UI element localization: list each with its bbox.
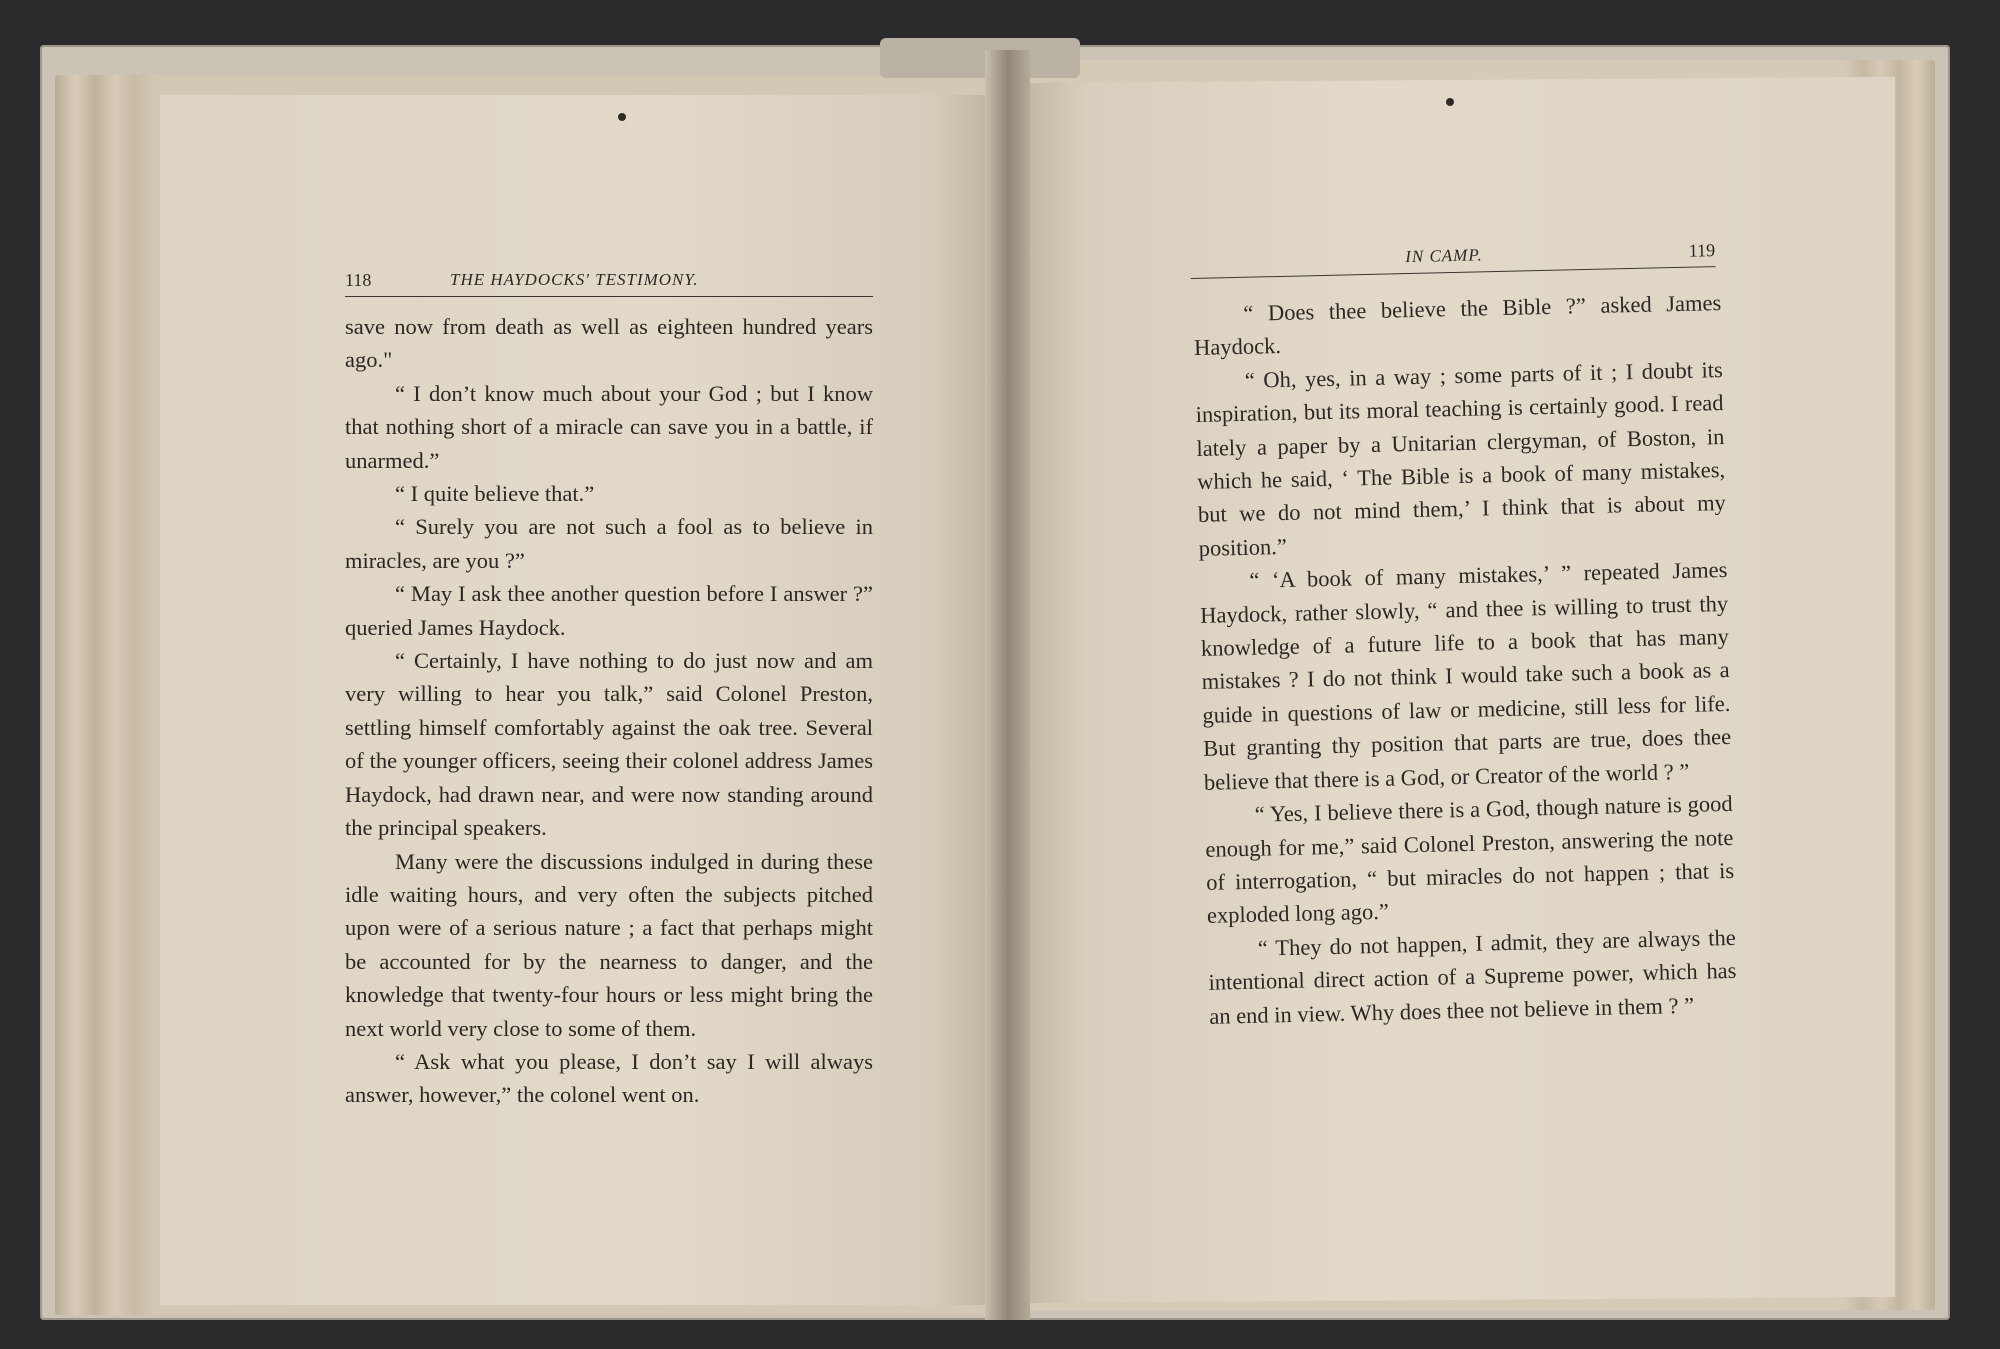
right-running-title: IN CAMP. [1404, 245, 1483, 267]
right-page-text [1193, 286, 1738, 1033]
book-gutter [985, 50, 1030, 1320]
left-running-title: THE HAYDOCKS' TESTIMONY. [450, 270, 699, 289]
paragraph: “ Certainly, I have nothing to do just now and am very willing to hear you talk,” said Colonel Preston, settling himself comfortably against the oak tree. Several of the younger officers, seeing their colonel address James Haydock, had drawn near, and were now standing around the principal speakers. [345, 648, 873, 841]
paragraph: “ Does thee believe the Bible ?” asked James Haydock. [1193, 290, 1722, 361]
paragraph: “ May I ask thee another question before I answer ?” queried James Haydock. [345, 581, 873, 640]
paragraph: “ Ask what you please, I don’t say I will always answer, however,” the colonel went on. [345, 1048, 873, 1108]
spine-top [880, 38, 1080, 78]
paragraph: “ Surely you are not such a fool as to believe in miracles, are you ?” [345, 514, 873, 573]
ink-speck [618, 113, 626, 121]
left-running-head [345, 268, 873, 297]
paragraph: “ Yes, I believe there is a God, though nature is good enough for me,” said Colonel Preston, answering the note of interrogation, “ but miracles do not happen ; that is exploded long ago.” [1205, 790, 1735, 929]
paragraph: “ Oh, yes, in a way ; some parts of it ; I doubt its inspiration, but its moral teaching is certainly good. I read lately a paper by a Unitarian clergyman, of Boston, in which he said, ‘ The Bible is a book of many mistakes, but we do not mind them,’ I think that is about my position.” [1195, 356, 1727, 561]
paragraph: “ They do not happen, I admit, they are always the intentional direct action of a Supreme power, which has an end in view. Why does thee not believe in them ? ” [1208, 924, 1737, 1029]
left-page-text [345, 310, 873, 1112]
paragraph: save now from death as well as eighteen hundred years ago." [345, 314, 873, 373]
paragraph: Many were the discussions indulged in during these idle waiting hours, and very often the subjects pitched upon were of a serious nature ; a fact that perhaps might be accounted for by the nearness to danger, and the knowledge that twenty-four hours or less might bring the next world very close to some of them. [345, 848, 873, 1041]
paragraph: “ I quite believe that.” [395, 481, 595, 507]
right-page-number: 119 [1688, 240, 1716, 261]
paragraph: “ I don’t know much about your God ; but I know that nothing short of a miracle can save you in a battle, if unarmed.” [345, 380, 873, 473]
ink-speck [1446, 98, 1454, 106]
paragraph: “ ‘A book of many mistakes,’ ” repeated James Haydock, rather slowly, “ and thee is willing to trust thy knowledge of a future life to a book that has many mistakes ? I do not think I would take such a book as a guide in questions of law or medicine, still less for life. But granting thy position that parts are true, does thee believe that there is a God, or Creator of the world ? ” [1199, 557, 1732, 795]
left-page-number: 118 [345, 270, 372, 290]
